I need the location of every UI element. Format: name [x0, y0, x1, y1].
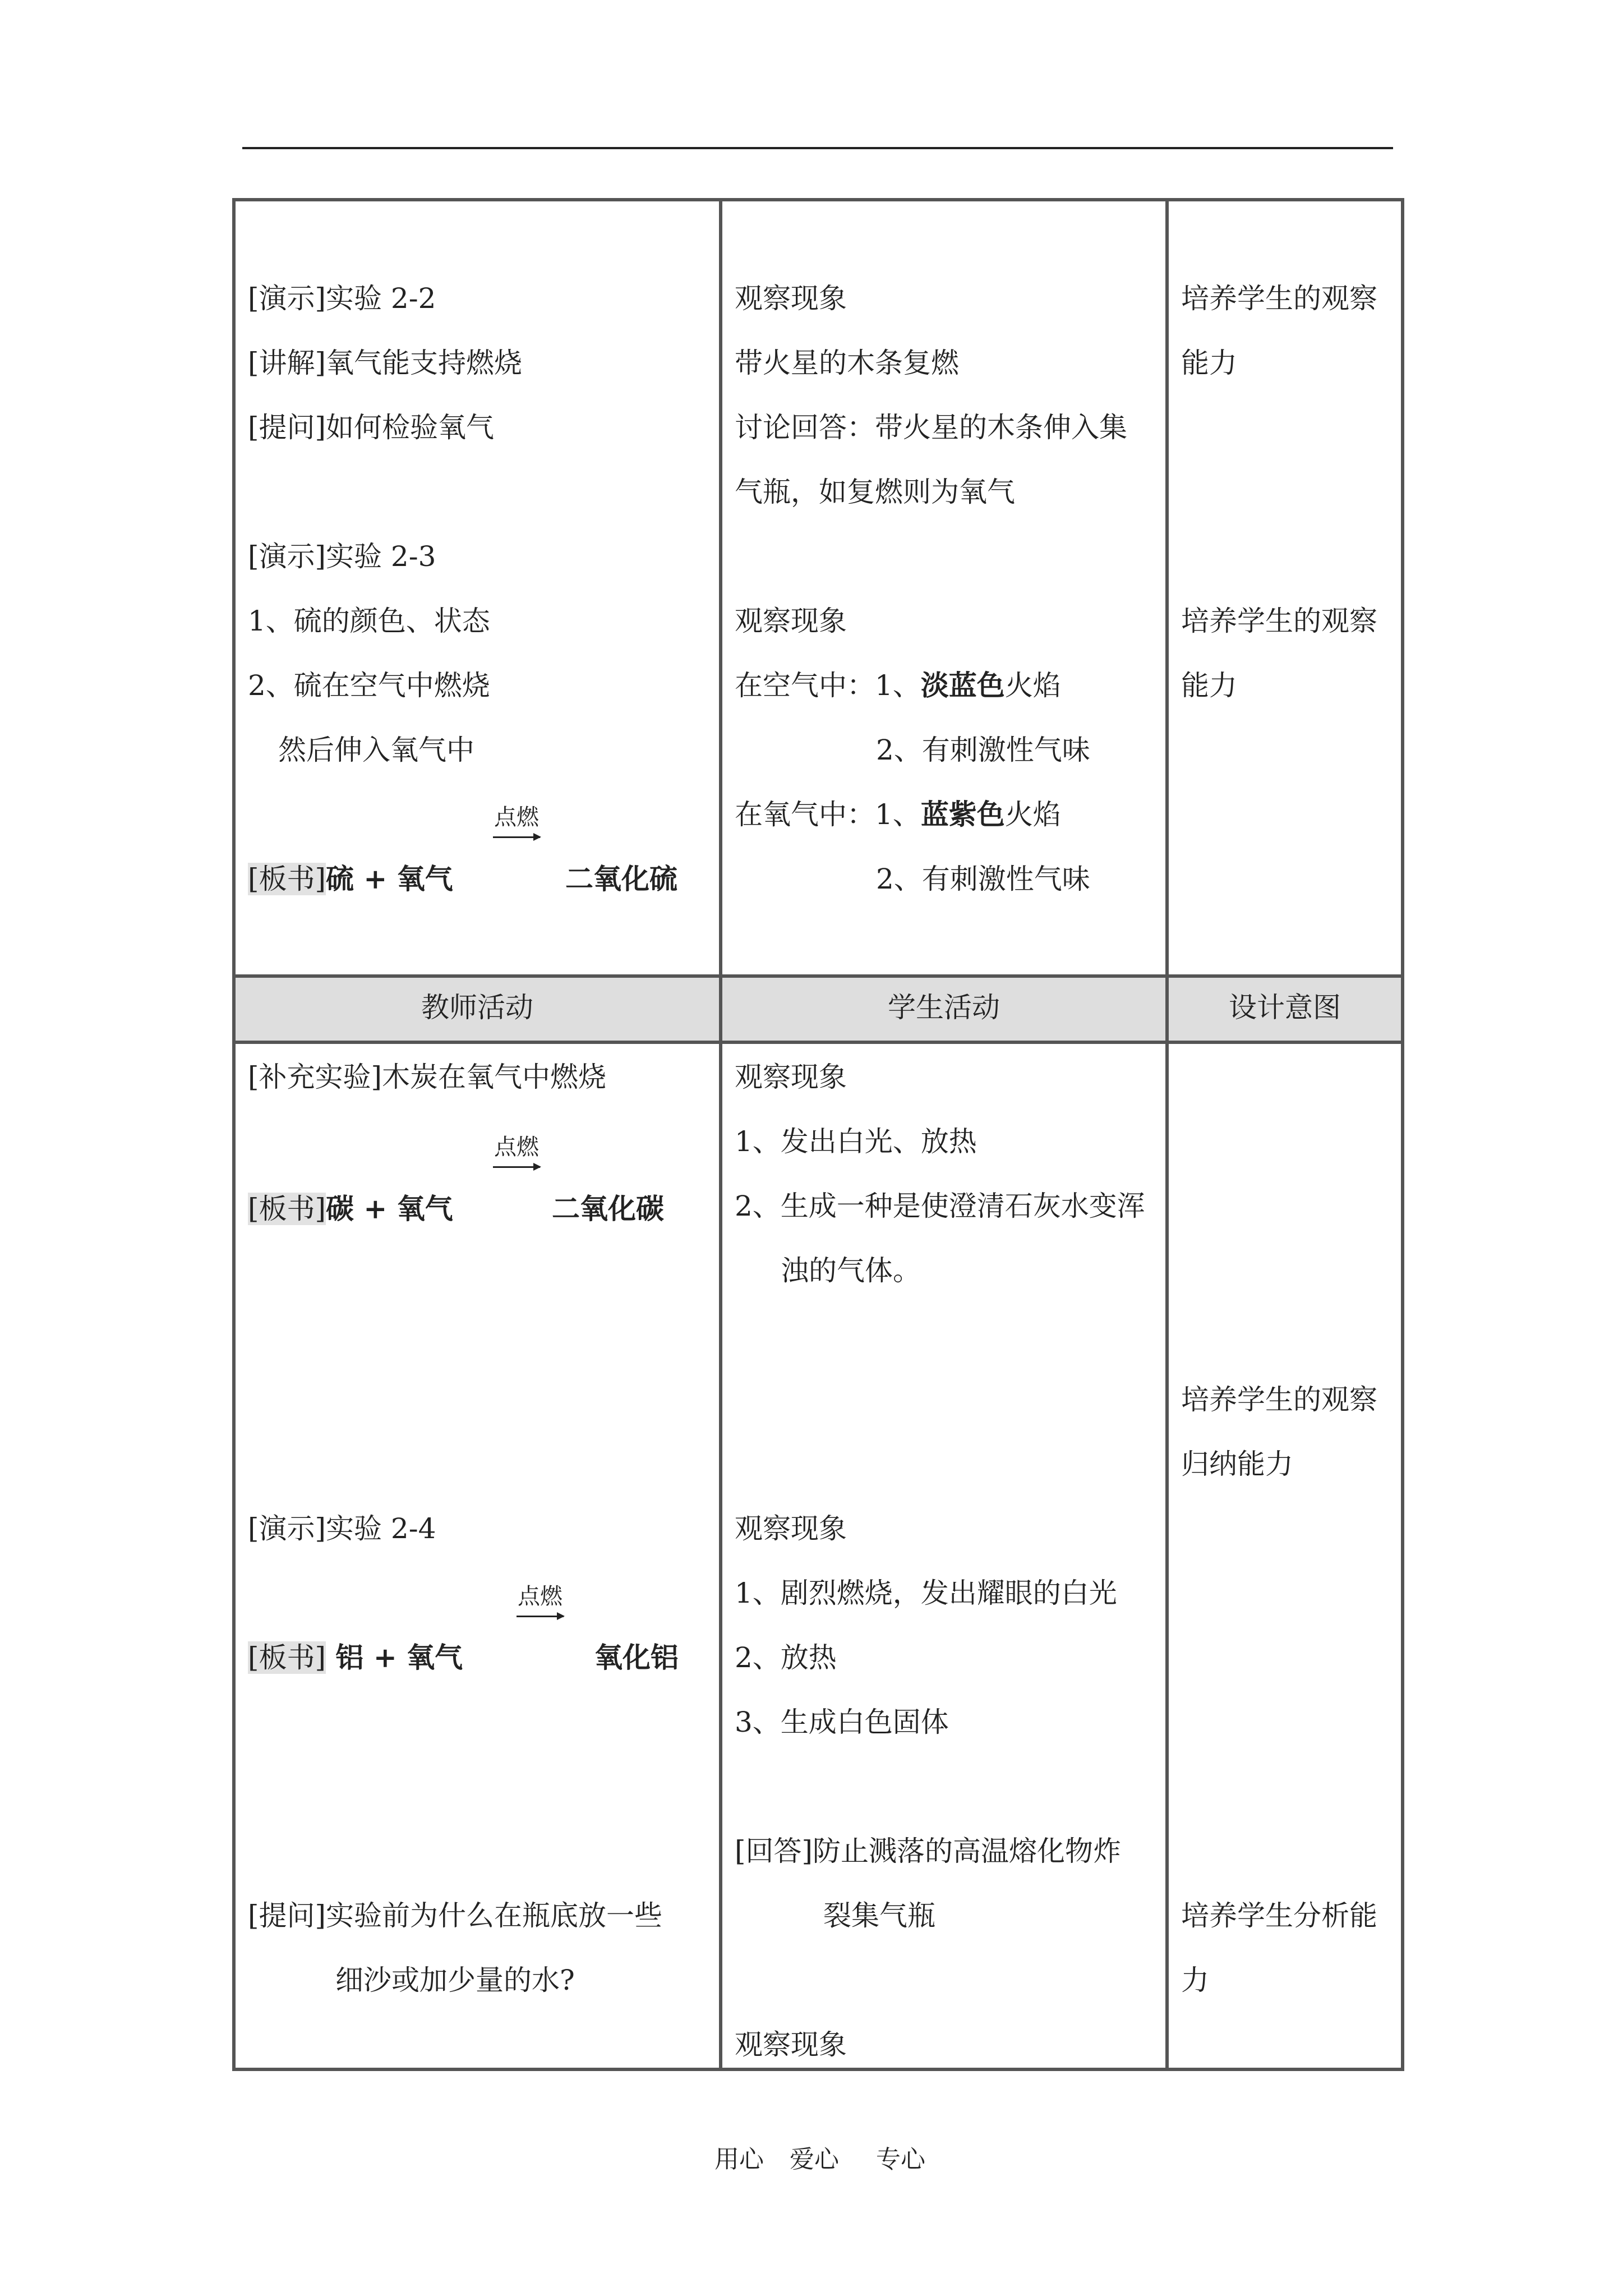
student-line: 观察现象: [735, 1512, 847, 1545]
footer-word: 专心: [876, 2145, 925, 2174]
student-line: 2、有刺激性气味: [876, 734, 1090, 766]
student-line: 讨论回答：带火星的木条伸入集: [735, 411, 1127, 444]
equation-product: 氧化铝: [594, 1641, 679, 1674]
flame-color-air: 淡蓝色: [920, 669, 1005, 702]
student-line: 2、放热: [735, 1641, 837, 1674]
teacher-line: [演示]实验 2-2: [248, 282, 436, 315]
reaction-condition: 点燃: [518, 1584, 562, 1609]
reaction-condition: 点燃: [494, 1134, 539, 1160]
student-line: 2、生成一种是使澄清石灰水变浑: [735, 1190, 1145, 1222]
reaction-arrow: [486, 1136, 547, 1168]
design-line: 力: [1181, 1964, 1209, 1996]
header-teacher-activity: 教师活动: [421, 991, 533, 1024]
design-line: 培养学生的观察: [1181, 282, 1377, 315]
teacher-line: [演示]实验 2-4: [248, 1512, 436, 1545]
teacher-line: 1、硫的颜色、状态: [248, 605, 490, 637]
arrow-icon: [493, 836, 540, 838]
board-tag: [板书]: [248, 1193, 326, 1225]
footer-word: 爱心: [790, 2145, 839, 2174]
arrow-icon: [493, 1166, 540, 1168]
student-line: 观察现象: [735, 605, 847, 637]
design-line: 能力: [1181, 347, 1237, 379]
student-line-oxygen: [735, 798, 1061, 831]
teacher-line: [演示]实验 2-3: [248, 540, 436, 573]
board-tag: [板书]: [248, 1641, 326, 1674]
table-border-bottom: [232, 2068, 1404, 2071]
student-line: 1、发出白光、放热: [735, 1125, 977, 1158]
teacher-line: [提问]实验前为什么在瓶底放一些: [248, 1899, 663, 1932]
equation-reactants: 铝 + 氧气: [326, 1641, 463, 1674]
teacher-line: [补充实验]木炭在氧气中燃烧: [248, 1061, 607, 1093]
equation-reactants: 碳 + 氧气: [326, 1192, 453, 1225]
header-student-activity: 学生活动: [888, 991, 1000, 1024]
arrow-icon: [517, 1616, 564, 1617]
student-line: 浊的气体。: [781, 1254, 921, 1287]
equation-carbon: [248, 1192, 453, 1226]
student-line: 观察现象: [735, 2028, 847, 2061]
flame-color-oxygen: 蓝紫色: [920, 798, 1005, 831]
header-design-intent: 设计意图: [1229, 991, 1341, 1024]
reaction-condition: 点燃: [494, 804, 539, 830]
equation-aluminum: [248, 1641, 463, 1674]
teacher-line: 然后伸入氧气中: [278, 734, 474, 766]
table-column-divider-1: [719, 198, 722, 2071]
student-line: 2、有刺激性气味: [876, 863, 1090, 895]
reaction-arrow: [509, 1585, 571, 1617]
design-line: 归纳能力: [1181, 1448, 1293, 1480]
design-line: 培养学生的观察: [1181, 1383, 1377, 1416]
teacher-line: 2、硫在空气中燃烧: [248, 669, 490, 702]
table-border-top: [232, 198, 1404, 201]
table-column-divider-2: [1165, 198, 1169, 2071]
table-divider-header-bottom: [232, 1041, 1404, 1044]
student-line: 带火星的木条复燃: [735, 347, 959, 379]
table-border-right: [1401, 198, 1404, 2071]
header-rule: [242, 147, 1393, 149]
student-line: 1、剧烈燃烧，发出耀眼的白光: [735, 1577, 1117, 1609]
student-line: 裂集气瓶: [823, 1899, 935, 1932]
student-line: 观察现象: [735, 282, 847, 315]
oxygen-suffix: 火焰: [1004, 798, 1061, 831]
table-divider-header-top: [232, 974, 1404, 978]
equation-reactants: 硫 + 氧气: [326, 862, 453, 895]
air-suffix: 火焰: [1004, 669, 1061, 702]
air-prefix: 在空气中：1、: [735, 669, 921, 702]
footer-word: 用心: [714, 2145, 764, 2174]
teacher-line: 细沙或加少量的水?: [335, 1964, 575, 1996]
reaction-arrow: [486, 806, 547, 838]
table-border-left: [232, 198, 236, 2071]
student-line: 3、生成白色固体: [735, 1706, 949, 1738]
student-line: 观察现象: [735, 1061, 847, 1093]
teacher-line: [讲解]氧气能支持燃烧: [248, 347, 523, 379]
teacher-line: [提问]如何检验氧气: [248, 411, 495, 444]
student-line-air: [735, 669, 1061, 702]
board-tag: [板书]: [248, 863, 326, 895]
student-line: 气瓶，如复燃则为氧气: [735, 476, 1015, 508]
equation-sulfur: [248, 862, 453, 896]
oxygen-prefix: 在氧气中：1、: [735, 798, 921, 831]
design-line: 培养学生分析能: [1181, 1899, 1377, 1932]
equation-product: 二氧化硫: [565, 862, 677, 895]
design-line: 培养学生的观察: [1181, 605, 1377, 637]
student-line: [回答]防止溅落的高温熔化物炸: [735, 1835, 1122, 1867]
equation-product: 二氧化碳: [552, 1192, 664, 1225]
design-line: 能力: [1181, 669, 1237, 702]
